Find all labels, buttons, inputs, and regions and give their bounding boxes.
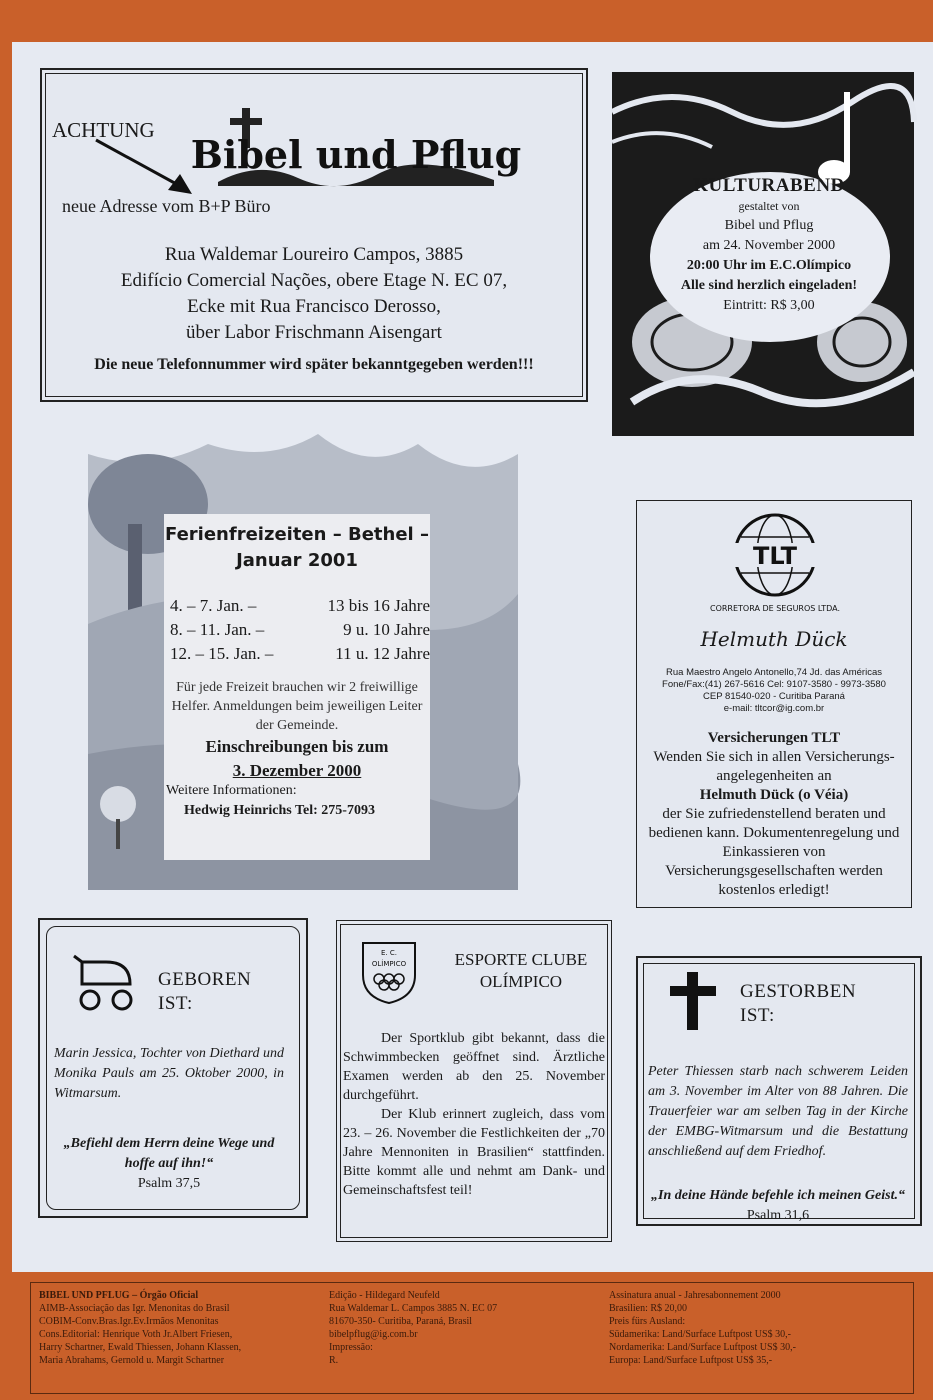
address-line: Rua Waldemar Loureiro Campos, 3885 bbox=[164, 244, 464, 265]
death-notice bbox=[636, 956, 922, 1226]
date-row: 4. – 7. Jan. – 13 bis 16 Jahre bbox=[170, 596, 430, 615]
kulturabend-line: am 24. November 2000 bbox=[702, 238, 836, 253]
footer-edition-col: Edição - Hildegard Neufeld Rua Waldemar L. Campos 3885 N. EC 07 81670-350- Curitiba, Paraná, Brasil bibelpflug@ig.com.br Impressão: R. bbox=[329, 1290, 498, 1366]
phone-note: Die neue Telefonnummer wird später bekanntgegeben werden!!! bbox=[94, 356, 534, 373]
esporte-title: ESPORTE CLUBE OLÍMPICO bbox=[454, 950, 588, 991]
birth-text: Marin Jessica, Tochter von Diethard und Monika Pauls am 25. Oktober 2000, in Witmarsum. bbox=[54, 1046, 284, 1101]
tlt-insurance-ad bbox=[636, 500, 912, 908]
esporte-paragraph: Der Klub erinnert zugleich, dass vom 23. – 26. November die Festlichkeiten der „70 Jahre Mennoniten in Brasilien“ stattfinden. Bitte kommt alle und nehmt am Dank- und Gemeinschaftsfest teil! bbox=[343, 1107, 605, 1198]
tlt-address-line: Rua Maestro Angelo Antonello,74 Jd. das Américas bbox=[666, 667, 882, 678]
ferien-dates bbox=[164, 594, 430, 666]
new-address-label: neue Adresse vom B+P Büro bbox=[62, 196, 271, 216]
kulturabend-title: KULTURABEND bbox=[693, 175, 845, 196]
date-row: 12. – 15. Jan. – 11 u. 12 Jahre bbox=[170, 644, 430, 663]
esporte-clube-notice bbox=[336, 920, 612, 1242]
footer-subscription-col: Assinatura anual - Jahresabonnement 2000 Brasilien: R$ 20,00 Preis fürs Ausland: Südamerika: Land/Surface Luftpost US$ 30,- Nordamerika: Land/Surface Luftpost US$ 30,- Europa: Land/Surface Luftpost US$ 35,- bbox=[609, 1290, 796, 1366]
bibel-und-pflug-logo bbox=[190, 108, 522, 186]
svg-text:TLT: TLT bbox=[752, 542, 798, 570]
kulturabend-line: 20:00 Uhr im E.C.Olímpico bbox=[686, 258, 852, 273]
baby-stroller-icon bbox=[74, 954, 138, 1014]
ferien-title-line: Januar 2001 bbox=[236, 550, 358, 571]
tlt-text: der Sie zufriedenstellend beraten und bedienen kann. Dokumentenregelung und Einkassieren von Versicherungsgesellschaften werden kostenlos erledigt! bbox=[648, 806, 900, 898]
club-crest-icon bbox=[359, 939, 419, 1005]
kulturabend-ad bbox=[612, 72, 914, 436]
masthead-footer bbox=[30, 1282, 914, 1394]
birth-verse: „Befiehl dem Herrn deine Wege und hoffe auf ihn!“ Psalm 37,5 bbox=[63, 1136, 275, 1191]
tlt-text: Wenden Sie sich in allen Versicherungs-angelegenheiten an bbox=[653, 749, 895, 784]
birth-notice bbox=[38, 918, 308, 1218]
arrow-icon bbox=[94, 138, 194, 198]
address-notice-box bbox=[40, 68, 588, 402]
achtung-label: ACHTUNG bbox=[52, 118, 155, 142]
kulturabend-line: Bibel und Pflug bbox=[724, 218, 814, 233]
tlt-address-line: Fone/Fax:(41) 267-5616 Cel: 9107-3580 - 9973-3580 bbox=[662, 679, 886, 690]
tlt-email: e-mail: tltcor@ig.com.br bbox=[723, 703, 825, 714]
address-line: über Labor Frischmann Aisengart bbox=[186, 322, 442, 343]
deadline-date: 3. Dezember 2000 bbox=[232, 761, 362, 780]
svg-text:E. C.: E. C. bbox=[381, 949, 397, 957]
tlt-address bbox=[637, 667, 911, 715]
tlt-name: Helmuth Dück (o Véia) bbox=[699, 787, 849, 803]
tlt-address-line: CEP 81540-020 - Curitiba Paraná bbox=[703, 691, 845, 702]
esporte-paragraph: Der Sportklub gibt bekannt, dass die Schwimmbecken geöffnet sind. Ärztliche Examen werden ab den 25. November durchgeführt. bbox=[343, 1031, 605, 1103]
svg-text:CORRETORA DE SEGUROS LTDA.: CORRETORA DE SEGUROS LTDA. bbox=[709, 604, 841, 613]
kulturabend-line: gestaltet von bbox=[738, 199, 800, 213]
contact-line: Hedwig Heinrichs Tel: 275-7093 bbox=[184, 803, 375, 818]
death-verse: „In deine Hände befehle ich meinen Geist.“ Psalm 31,6 bbox=[651, 1188, 905, 1223]
ferien-title-line: Ferienfreizeiten – Bethel – bbox=[165, 524, 429, 545]
cross-icon bbox=[668, 970, 718, 1032]
ferien-info-panel bbox=[164, 514, 430, 860]
tlt-body bbox=[637, 729, 911, 900]
einschreibung-label: Einschreibungen bis zum bbox=[205, 737, 389, 756]
ferienfreizeiten-ad bbox=[88, 424, 518, 890]
footer-publisher-col: BIBEL UND PFLUG – Órgão Oficial AIMB-Associação das Igr. Menonitas do Brasil COBIM-Conv.Bras.Igr.Ev.Irmãos Menonitas Cons.Editorial: Henrique Voth Jr.Albert Friesen, Harry Schartner, Ewald Thiessen, Johann Klassen, Maria Abrahams, Gernold u. Margit Schartner bbox=[39, 1290, 242, 1366]
globe-icon bbox=[709, 507, 841, 617]
kulturabend-line: Alle sind herzlich eingeladen! bbox=[680, 278, 858, 293]
ferien-title bbox=[164, 522, 430, 574]
esporte-body bbox=[343, 1029, 605, 1200]
death-text: Peter Thiessen starb nach schwerem Leiden am 3. November im Alter von 88 Jahren. Die Trauerfeier war am selben Tag in der Kirche der EMBG-Witmarsum und die Bestattung anschließend auf dem Friedhof. bbox=[648, 1064, 908, 1159]
music-note-icon bbox=[818, 92, 850, 184]
address-block bbox=[42, 242, 586, 346]
address-line: Ecke mit Rua Francisco Derosso, bbox=[187, 296, 441, 317]
birth-title: GEBOREN IST: bbox=[158, 969, 252, 1014]
info-label: Weitere Informationen: bbox=[166, 783, 297, 798]
address-line: Edifício Comercial Nações, obere Etage N. EC 07, bbox=[120, 270, 508, 291]
tlt-heading: Versicherungen TLT bbox=[707, 730, 841, 746]
date-row: 8. – 11. Jan. – 9 u. 10 Jahre bbox=[170, 620, 430, 639]
helpers-note: Für jede Freizeit brauchen wir 2 freiwillige Helfer. Anmeldungen beim jeweiligen Leiter der Gemeinde. bbox=[171, 680, 423, 733]
logo-text: Bibel und Pflug bbox=[190, 132, 522, 177]
kulturabend-text bbox=[632, 176, 906, 316]
death-title: GESTORBEN IST: bbox=[740, 981, 857, 1026]
signature: Helmuth Dück bbox=[700, 627, 848, 651]
svg-text:OLÍMPICO: OLÍMPICO bbox=[371, 960, 407, 968]
kulturabend-line: Eintritt: R$ 3,00 bbox=[723, 298, 815, 313]
